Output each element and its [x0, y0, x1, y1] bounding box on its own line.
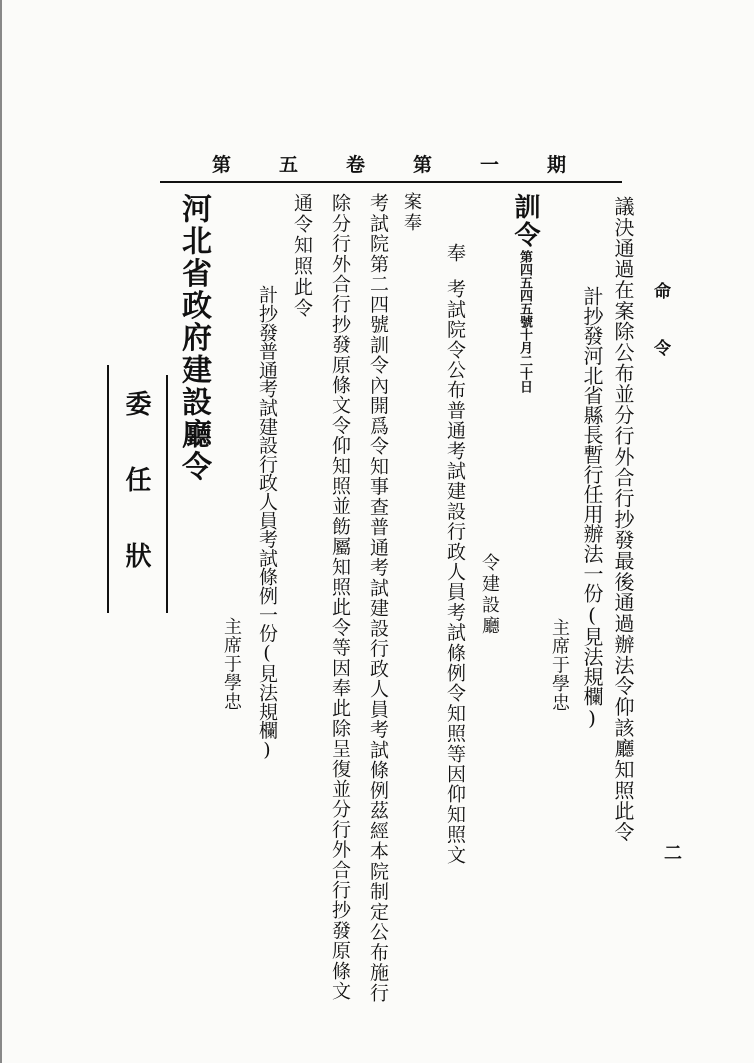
- text-column-8: 通令知照此令: [291, 193, 313, 319]
- text-column-5: 考試院令公布普通考試建設行政人員考試條例令知照等因仰知照文: [444, 279, 466, 865]
- text-column-5-lead: 奉: [444, 243, 466, 262]
- text-column-6-lead: 案奉: [401, 192, 422, 234]
- signature-column-1: 主席于學忠: [549, 618, 570, 712]
- journal-issue-header: 第五卷第一期: [212, 154, 615, 176]
- text-column-6: 考試院第二四號訓令內開爲令知事查普通考試建設行政人員考試條例茲經本院制定公布施行: [367, 193, 389, 1003]
- header-rule: [160, 181, 622, 183]
- signature-column-2: 主席于學忠: [221, 617, 242, 711]
- page-number: 二: [661, 843, 682, 861]
- commission-right-rule: [166, 375, 168, 613]
- text-column-9: 計抄發普通考試建設行政人員考試條例一份(見法規欄): [256, 285, 278, 762]
- text-column-7: 除分行外合行抄發原條文令仰知照並飭屬知照此令等因奉此除呈復並分行外合行抄發原條文: [329, 193, 351, 1001]
- text-column-2: 計抄發河北省縣長暫行任用辦法一份(見法規欄): [580, 286, 604, 730]
- section-label: 命令: [650, 282, 670, 396]
- addressee: 令建設廳: [479, 553, 500, 637]
- commission-title: 委任狀: [121, 390, 151, 618]
- instruction-number: 第四五四五號十月二十日: [517, 250, 532, 393]
- text-column-1: 議決通過在案除公布並分行外合行抄發最後通過辦法令仰該廳知照此令: [611, 196, 635, 843]
- instruction-title: 訓令: [510, 193, 540, 249]
- binding-edge-line: [0, 0, 2, 1063]
- commission-left-rule: [107, 365, 109, 613]
- decree-title: 河北省政府建設廳令: [176, 193, 211, 483]
